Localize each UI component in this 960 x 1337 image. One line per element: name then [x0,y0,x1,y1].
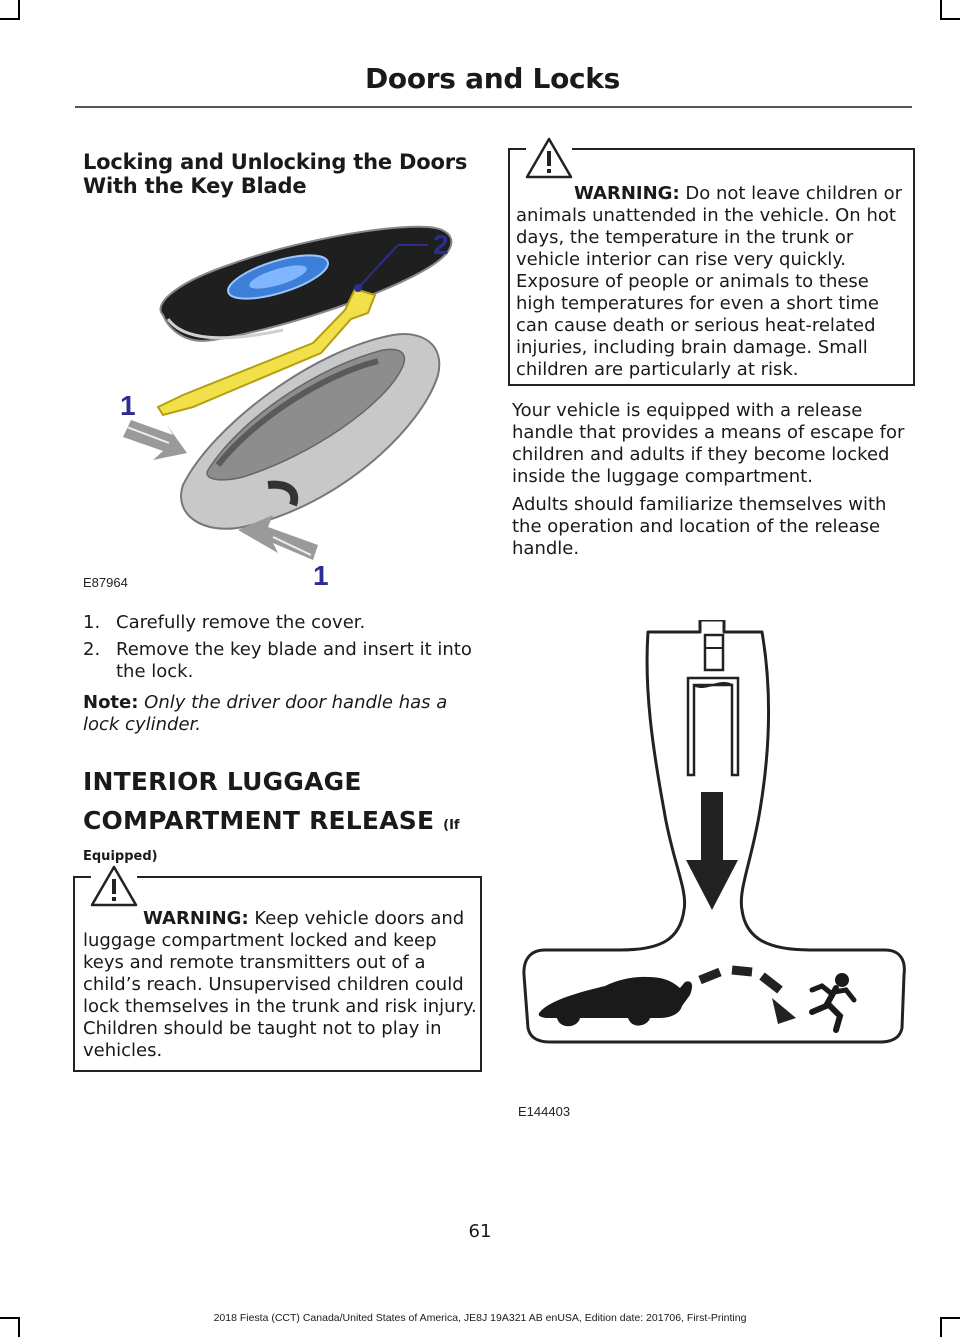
section-heading-major [83,762,478,869]
page-header-title: Doors and Locks [364,62,620,95]
crop-mark [0,18,20,20]
warning-box [73,876,482,1072]
section-heading-line1: INTERIOR LUGGAGE [83,767,362,796]
release-handle-illustration [510,620,910,1060]
list-item [83,612,478,634]
note-text: Only the driver door handle has a lock cylinder. [83,692,448,735]
figure-code: E144403 [518,1104,571,1119]
crop-mark [940,18,960,20]
paragraph: Adults should familiarize themselves with the operation and location of the release handle. [512,494,887,559]
release-handle-figure [510,620,910,1130]
callout-1: 1 [313,560,329,591]
crop-mark [18,0,20,20]
list-item [83,639,478,683]
section-heading-line1: Locking and Unlocking the Doors [83,150,468,174]
crop-mark [940,0,942,20]
section-heading-line2: COMPARTMENT RELEASE [83,806,435,835]
figure-code: E87964 [83,575,128,590]
callout-2: 2 [433,229,449,260]
note-label: Note: [83,692,139,713]
key-fob-illustration [83,215,483,595]
warning-label: WARNING: [143,908,249,929]
note [83,692,478,736]
header-rule [75,106,912,108]
warning-body: Do not leave children or animals unattended in the vehicle. On hot days, the temperature in the trunk or vehicle interior can rise very quickly. Exposure of people or animals to these high temperatures for even a short time can cause death or serious heat-related injuries, including brain damage. Small children are particularly at risk. [516,183,903,380]
edition-line: 2018 Fiesta (CCT) Canada/United States of America, JE8J 19A321 AB enUSA, Edition date: 201706, First-Printing [213,1312,747,1324]
warning-icon [89,864,139,908]
section-heading-line2: With the Key Blade [83,174,307,198]
step-number: 2. [83,639,101,660]
section-heading-suffix: (If [443,818,460,833]
step-text: Remove the key blade and insert it into the lock. [116,639,472,682]
warning-text [83,908,478,1062]
step-number: 1. [83,612,101,633]
warning-text [516,183,913,381]
page-number: 61 [468,1221,492,1242]
warning-icon [524,136,574,180]
callout-1: 1 [120,390,136,421]
warning-label: WARNING: [574,183,680,204]
paragraph: Your vehicle is equipped with a release handle that provides a means of escape for children and adults if they become locked inside the luggage compartment. [512,400,905,487]
arrow-icon [123,420,187,460]
key-fob-figure [83,215,483,595]
warning-box [508,148,915,386]
steps-list [83,612,478,688]
step-text: Carefully remove the cover. [116,612,366,633]
section-heading [83,150,483,198]
section-heading-line3: Equipped) [83,849,158,864]
warning-body: Keep vehicle doors and luggage compartment locked and keep keys and remote transmitters out of a child’s reach. Unsupervised children could lock themselves in the trunk and risk injury. Children should be taught not to play in vehicles. [83,908,477,1061]
